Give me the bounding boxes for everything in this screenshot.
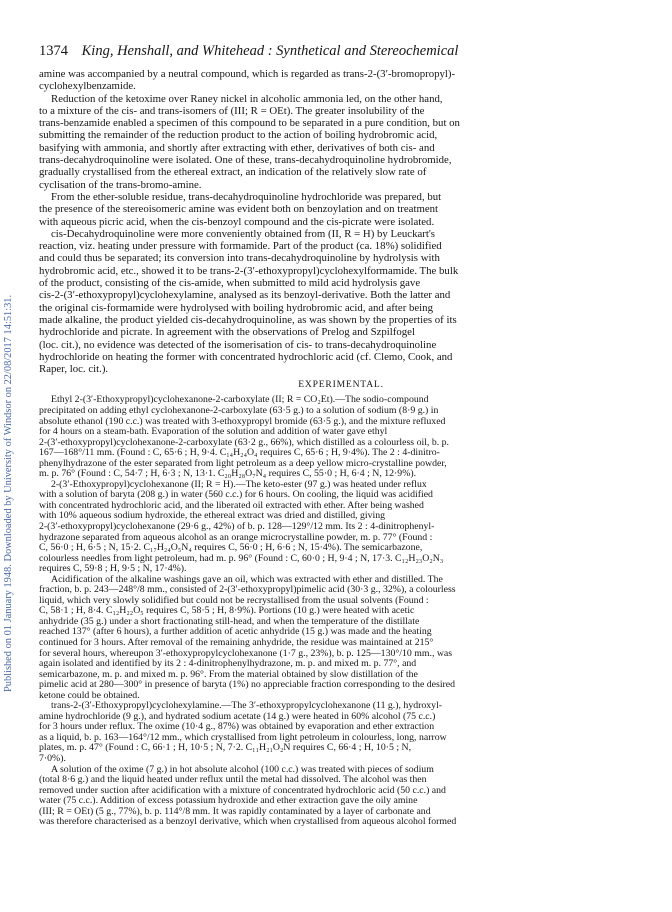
text-line: as a liquid, b. p. 163—164°/12 mm., which crystallised from light petroleum in colourless, long, narrow <box>39 732 447 743</box>
text-line: hydrazone separated from aqueous alcohol as an orange microcrystalline powder, m. p. 77° (Found : <box>39 532 433 543</box>
text-line: with aqueous picric acid, when the cis-benzoyl compound and the cis-picrate were isolated. <box>39 215 435 228</box>
text-line: made alkaline, the product yielded cis-decahydroquinoline, as was shown by the properties of its <box>39 313 457 326</box>
text-line: again isolated and identified by its 2 : 4-dinitrophenylhydrazone, m. p. and mixed m. p. 77°, and <box>39 659 417 670</box>
text-line: trans-2-(3′-Ethoxypropyl)cyclohexylamine.—The 3′-ethoxypropylcyclohexanone (11 g.), hydroxyl- <box>51 701 443 712</box>
text-line: the presence of the stereoisomeric amine was evident both on benzoylation and on treatment <box>39 203 439 216</box>
text-line: plates, m. p. 47° (Found : C, 66·1 ; H, 10·5 ; N, 7·2. C₁₁H₂₁O₂N requires C, 66·4 ; H, 10·5 ; N, <box>39 743 412 754</box>
text-line: hydrochloride on heating the former with concentrated hydrochloric acid (cf. Clemo, Cook, and <box>39 350 453 363</box>
text-line: Reduction of the ketoxime over Raney nickel in alcoholic ammonia led, on the other hand, <box>51 92 443 105</box>
text-line: ketone could be obtained. <box>39 690 140 701</box>
text-line: cyclisation of the trans-bromo-amine. <box>39 178 202 191</box>
text-line: for 3 hours under reflux. The oxime (10·4 g., 87%) was obtained by evaporation and ether extraction <box>39 722 435 733</box>
text-line: 7·0%). <box>39 754 66 765</box>
text-line: m. p. 76° (Found : C, 54·7 ; H, 6·3 ; N, 13·1. C₂₀H₂₈O₇N₄ requires C, 55·0 ; H, 6·4 ; N, 12·9%). <box>39 469 417 480</box>
text-line: with 10% aqueous sodium hydroxide, the ethereal extract was dried and distilled, giving <box>39 511 386 522</box>
text-line: requires C, 59·8 ; H, 9·5 ; N, 17·4%). <box>39 564 187 575</box>
text-line: the original cis-formamide were hydrolysed with boiling hydrobromic acid, and after being <box>39 301 433 314</box>
text-line: of the product, consisting of the cis-amide, when submitted to mild acid hydrolysis gave <box>39 277 421 290</box>
text-line: continued for 3 hours. After removal of the remaining anhydride, the residue was maintained at 215° <box>39 638 434 648</box>
text-line: 2-(3′-ethoxypropyl)cyclohexanone (29·6 g., 42%) of b. p. 128—129°/12 mm. Its 2 : 4-dinitrophenyl- <box>39 521 435 532</box>
section-heading: EXPERIMENTAL. <box>298 379 384 391</box>
running-title: King, Henshall, and Whitehead : Synthetical and Stereochemical <box>81 43 459 59</box>
text-line: 167—168°/11 mm. (Found : C, 65·6 ; H, 9·4. C₁₄H₂₄O₄ requires C, 65·6 ; H, 9·4%). The 2 : 4-dinitro- <box>39 448 440 459</box>
text-line: reaction, viz. heating under pressure with formamide. Part of the product (ca. 18%) solidified <box>39 240 442 253</box>
text-line: semicarbazone, m. p. and mixed m. p. 96°. From the material obtained by slow distillation of the <box>39 669 418 680</box>
text-line: pimelic acid at 280—300° in presence of baryta (1%) no appreciable fraction corresponding to the desired <box>39 680 456 691</box>
text-line: submitting the remainder of the reduction product to the action of boiling hydrobromic acid, <box>39 129 438 142</box>
text-line: C, 58·1 ; H, 8·4. C₁₂H₂₂O₅ requires C, 58·5 ; H, 8·9%). Portions (10 g.) were heated with acetic <box>39 606 415 617</box>
text-line: fraction, b. p. 243—248°/8 mm., consisted of 2-(3′-ethoxypropyl)pimelic acid (30·3 g., 32%), a colourless <box>39 585 456 596</box>
text-line: Raper, loc. cit.). <box>39 363 109 376</box>
text-line: Acidification of the alkaline washings gave an oil, which was extracted with ether and distilled. The <box>51 574 443 585</box>
text-line: trans-benzamide enabled a specimen of this compound to be separated in a pure condition, but on <box>39 117 460 130</box>
page-header <box>39 42 643 60</box>
text-line: basifying with ammonia, and shortly after extracting with ether, derivatives of both cis- and <box>39 141 435 154</box>
text-line: reached 137° (after 6 hours), a further addition of acetic anhydride (15 g.) was made and the heating <box>39 627 432 638</box>
text-line: From the ether-soluble residue, trans-decahydroquinoline hydrochloride was prepared, but <box>51 190 442 203</box>
page-number: 1374 <box>39 43 68 59</box>
text-line: Ethyl 2-(3′-Ethoxypropyl)cyclohexanone-2-carboxylate (II; R = CO₂Et).—The sodio-compound <box>51 395 429 406</box>
text-line: trans-decahydroquinoline were isolated. One of these, trans-decahydroquinoline hydrobromide, <box>39 154 452 167</box>
text-line: was therefore characterised as a benzoyl derivative, which when crystallised from aqueous alcohol formed <box>39 817 457 828</box>
text-line: 2-(3′-Ethoxypropyl)cyclohexanone (II; R = H).—The keto-ester (97 g.) was heated under reflux <box>51 479 427 490</box>
text-line: absolute ethanol (190 c.c.) was treated with 3-ethoxypropyl bromide (63·5 g.), and the mixture refluxed <box>39 416 446 427</box>
text-line: (total 8·6 g.) and the liquid heated under reflux until the metal had dissolved. The alcohol was then <box>39 775 427 786</box>
download-notice <box>1 152 17 692</box>
text-line: and could thus be separated; its conversion into trans-decahydroquinoline by hydrolysis with <box>39 252 440 265</box>
text-line: cis-Decahydroquinoline were more conveniently obtained from (II, R = H) by Leuckart's <box>51 227 435 240</box>
text-line: (III; R = OEt) (5 g., 77%), b. p. 114°/8 mm. It was rapidly contaminated by a layer of carbonate and <box>39 806 431 817</box>
text-line: A solution of the oxime (7 g.) in hot absolute alcohol (100 c.c.) was treated with pieces of sodium <box>51 764 434 775</box>
text-line: cyclohexylbenzamide. <box>39 80 136 93</box>
text-line: removed under suction after acidification with a mixture of concentrated hydrochloric acid (50 c.c.) and <box>39 785 446 796</box>
text-line: phenylhydrazone of the ester separated from light petroleum as a deep yellow micro-crystalline powder, <box>39 458 447 469</box>
text-line: water (75 c.c.). Addition of excess potassium hydroxide and ether extraction gave the oily amine <box>39 796 418 807</box>
text-line: colourless needles from light petroleum, had m. p. 96° (Found : C, 60·0 ; H, 9·4 ; N, 17·3. C₁₂H₂₃O₂N₃ <box>39 553 444 564</box>
text-line: 2-(3′-ethoxypropyl)cyclohexanone-2-carboxylate (63·2 g., 66%), which distilled as a colourless oil, b. p. <box>39 437 449 448</box>
experimental-text <box>39 395 643 827</box>
text-line: with concentrated hydrochloric acid, and the liberated oil extracted with ether. After being washed <box>39 500 424 511</box>
text-line: cis-2-(3′-ethoxypropyl)cyclohexylamine, analysed as its benzoyl-derivative. Both the latter and <box>39 289 451 302</box>
text-line: with a solution of baryta (208 g.) in water (560 c.c.) for 6 hours. On cooling, the liquid was acidified <box>39 490 433 501</box>
text-line: amine hydrochloride (9 g.), and hydrated sodium acetate (14 g.) were heated in 60% alcohol (75 c.c.) <box>39 711 436 722</box>
text-line: C, 56·0 ; H, 6·5 ; N, 15·2. C₁₇H₂₄O₅N₄ requires C, 56·0 ; H, 6·6 ; N, 15·4%). The semicarbazone, <box>39 543 423 554</box>
text-line: for several hours, whereupon 3′-ethoxypropylcyclohexanone (1·7 g., 23%), b. p. 125—130°/10 mm., was <box>39 648 453 659</box>
text-line: hydrobromic acid, etc., showed it to be trans-2-(3′-ethoxypropyl)cyclohexylformamide. The bulk <box>39 264 459 277</box>
text-line: precipitated on adding ethyl cyclohexanone-2-carboxylate (63·5 g.) to a solution of sodium (8·9 g.) in <box>39 405 439 416</box>
text-line: hydrochloride and picrate. In agreement with the observations of Prelog and Szpilfogel <box>39 326 415 339</box>
text-line: (loc. cit.), no evidence was detected of the isomerisation of cis- to trans-decahydroquinoline <box>39 338 437 351</box>
text-line: anhydride (35 g.) under a short fractionating still-head, and when the temperature of the distillate <box>39 616 420 627</box>
text-line: gradually crystallised from the ethereal extract, an indication of the relatively slow rate of <box>39 166 427 179</box>
article-body <box>39 68 643 828</box>
text-line: liquid, which very slowly solidified but could not be recrystallised from the usual solvents (Found : <box>39 595 429 606</box>
text-line: for 4 hours on a steam-bath. Evaporation of the solution and addition of water gave ethyl <box>39 427 388 438</box>
text-line: amine was accompanied by a neutral compound, which is regarded as trans-2-(3′-bromopropyl)- <box>39 68 456 80</box>
text-line: to a mixture of the cis- and trans-isomers of (III; R = OEt). The greater insolubility of the <box>39 104 425 117</box>
discussion-text <box>39 68 643 375</box>
download-notice-text: Published on 01 January 1948. Downloaded by University of Windsor on 22/08/2017 14:51:31. <box>3 294 14 692</box>
